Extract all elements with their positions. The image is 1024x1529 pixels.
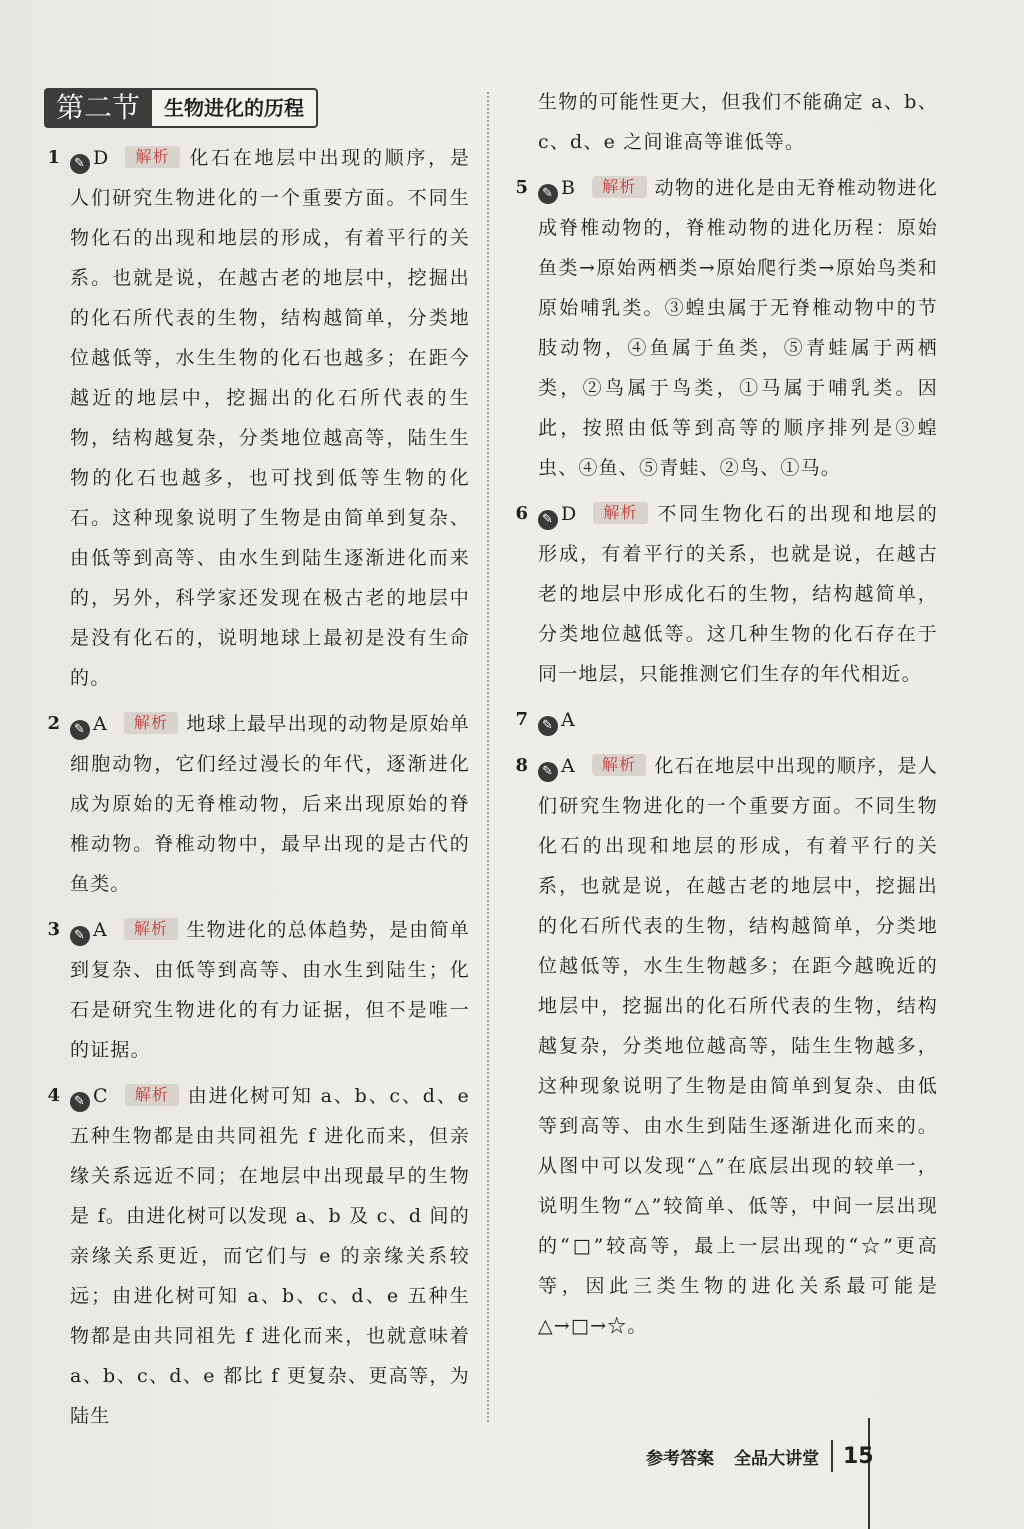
analysis-tag: 解析 xyxy=(125,1084,179,1106)
answer-item-6 xyxy=(498,494,938,694)
item-number: 1 xyxy=(47,147,60,168)
analysis-tag: 解析 xyxy=(124,712,178,734)
analysis-tag: 解析 xyxy=(593,502,647,524)
item-number: 4 xyxy=(47,1085,60,1106)
section-header xyxy=(44,88,318,128)
analysis-text: 化石在地层中出现的顺序，是人们研究生物进化的一个重要方面。不同生物化石的出现和地层的形成，有着平行的关系。也就是说，在越古老的地层中，挖掘出的化石所代表的生物，结构越简单，分类地位越低等，水生生物的化石也越多；在距今越近的地层中，挖掘出的化石所代表的生物，结构越复杂，分类地位越高等，陆生生物的化石也越多，也可找到低等生物的化石。这种现象说明了生物是由简单到复杂、由低等到高等、由水生到陆生逐渐进化而来的，另外，科学家还发现在极古老的地层中是没有化石的，说明地球上最初是没有生命的。 xyxy=(70,147,470,689)
answer-icon: ✎ xyxy=(538,184,558,204)
footer-brand: 全品大讲堂 xyxy=(734,1448,819,1469)
answer-icon: ✎ xyxy=(538,510,558,530)
answer-choice: A xyxy=(561,709,576,731)
item-number: 6 xyxy=(515,503,528,524)
column-divider xyxy=(487,92,489,1422)
analysis-text: 动物的进化是由无脊椎动物进化成脊椎动物的，脊椎动物的进化历程：原始鱼类→原始两栖类→原始爬行类→原始鸟类和原始哺乳类。③蝗虫属于无脊椎动物中的节肢动物，④鱼属于鱼类，⑤青蛙属于两栖类，②鸟属于鸟类，①马属于哺乳类。因此，按照由低等到高等的顺序排列是③蝗虫、④鱼、⑤青蛙、②鸟、①马。 xyxy=(538,177,938,479)
answer-icon: ✎ xyxy=(70,1092,90,1112)
item-number: 5 xyxy=(515,177,528,198)
analysis-text: 由进化树可知 a、b、c、d、e 五种生物都是由共同祖先 f 进化而来，但亲缘关系远近不同；在地层中出现最早的生物是 f。由进化树可以发现 a、b 及 c、d 间的亲缘关系更近，而它们与 e 的亲缘关系较远；由进化树可知 a、b、c、d、e 五种生物都是由共同祖先 f 进化而来，也就意味着 a、b、c、d、e 都比 f 更复杂、更高等，为陆生 xyxy=(70,1085,470,1427)
answer-choice: B xyxy=(561,177,577,199)
answer-item-5 xyxy=(498,168,938,488)
answer-item-2 xyxy=(30,704,470,904)
answer-item-4 xyxy=(30,1076,470,1436)
answer-icon: ✎ xyxy=(70,926,90,946)
analysis-tag: 解析 xyxy=(125,146,179,168)
answer-item-7 xyxy=(498,700,938,740)
item-number: 7 xyxy=(515,709,528,730)
answer-item-8 xyxy=(498,746,938,1346)
answer-choice: D xyxy=(561,503,578,525)
answer-item-1 xyxy=(30,138,470,698)
answer-choice: A xyxy=(93,713,108,735)
item-number: 2 xyxy=(47,713,60,734)
analysis-text: 不同生物化石的出现和地层的形成，有着平行的关系，也就是说，在越古老的地层中形成化石的生物，结构越简单，分类地位越低等。这几种生物的化石存在于同一地层，只能推测它们生存的年代相近。 xyxy=(538,503,938,685)
analysis-text: 地球上最早出现的动物是原始单细胞动物，它们经过漫长的年代，逐渐进化成为原始的无脊椎动物，后来出现原始的脊椎动物。脊椎动物中，最早出现的是古代的鱼类。 xyxy=(70,713,470,895)
answer-icon: ✎ xyxy=(538,762,558,782)
analysis-tag: 解析 xyxy=(124,918,178,940)
answer-item-3 xyxy=(30,910,470,1070)
section-title: 生物进化的历程 xyxy=(152,88,318,128)
left-column xyxy=(30,138,470,1442)
item-number: 3 xyxy=(47,919,60,940)
answer-icon: ✎ xyxy=(70,720,90,740)
answer-icon: ✎ xyxy=(538,716,558,736)
analysis-text: 生物进化的总体趋势，是由简单到复杂、由低等到高等、由水生到陆生；化石是研究生物进化的有力证据，但不是唯一的证据。 xyxy=(70,919,470,1061)
footer-ref-label: 参考答案 xyxy=(646,1448,714,1469)
page-number: 15 xyxy=(843,1443,874,1469)
right-column xyxy=(498,82,938,1352)
answer-icon: ✎ xyxy=(70,154,90,174)
answer-choice: A xyxy=(93,919,108,941)
section-label: 第二节 xyxy=(44,88,152,128)
answer-choice: A xyxy=(561,755,576,777)
answer-item-4-continued xyxy=(498,82,938,162)
footer-rule xyxy=(868,1418,870,1529)
page-footer xyxy=(646,1440,874,1472)
analysis-tag: 解析 xyxy=(592,176,646,198)
analysis-tag: 解析 xyxy=(592,754,646,776)
analysis-text-continued: 生物的可能性更大，但我们不能确定 a、b、c、d、e 之间谁高等谁低等。 xyxy=(538,91,938,153)
analysis-text: 化石在地层中出现的顺序，是人们研究生物进化的一个重要方面。不同生物化石的出现和地层的形成，有着平行的关系，也就是说，在越古老的地层中，挖掘出的化石所代表的生物，结构越简单，分类地位越低等，水生生物越多；在距今越晚近的地层中，挖掘出的化石所代表的生物，结构越复杂，分类地位越高等，陆生生物越多，这种现象说明了生物是由简单到复杂、由低等到高等、由水生到陆生逐渐进化而来的。从图中可以发现“△”在底层出现的较单一，说明生物“△”较简单、低等，中间一层出现的“□”较高等，最上一层出现的“☆”更高等，因此三类生物的进化关系最可能是 △→□→☆。 xyxy=(538,755,938,1337)
footer-separator xyxy=(831,1440,833,1472)
item-number: 8 xyxy=(515,755,528,776)
answer-choice: C xyxy=(93,1085,109,1107)
answer-choice: D xyxy=(93,147,110,169)
